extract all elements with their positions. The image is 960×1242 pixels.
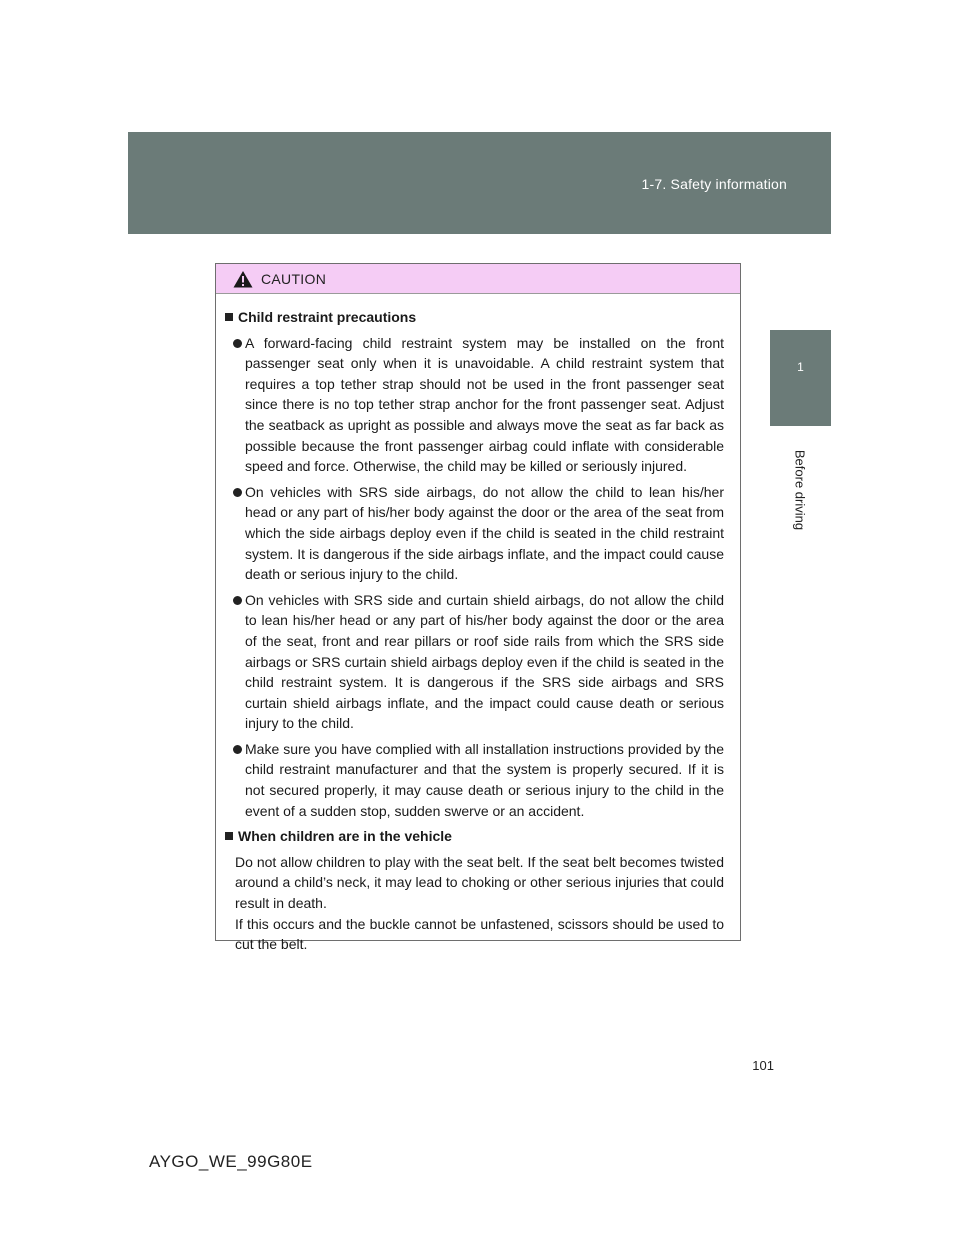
paragraph: Do not allow children to play with the seat belt. If the seat belt becomes twisted around a child’s neck, it may lead to choking or other serious injuries that could result in death. xyxy=(235,853,724,912)
round-bullet-icon xyxy=(233,596,242,605)
list-item xyxy=(245,482,724,585)
section-heading-text: Child restraint precautions xyxy=(238,309,417,325)
list-item-text: On vehicles with SRS side airbags, do not allow the child to lean his/her head or any part of his/her body against the door or the area of the seat from which the side airbags deploy even if the child is seated in the child restraint system. It is dangerous if the side airbags inflate, and the impact could cause death or serious injury to the child. xyxy=(245,483,724,583)
caution-content xyxy=(216,294,740,955)
page-number: 101 xyxy=(752,1058,774,1073)
list-item-text: Make sure you have complied with all installation instructions provided by the child restraint manufacturer and that the system is properly secured. If it is not secured properly, it may cause death or serious injury to the child in the event of a sudden stop, sudden swerve or an accident. xyxy=(245,740,724,819)
caution-box xyxy=(215,263,741,953)
list-item xyxy=(245,333,724,477)
square-bullet-icon xyxy=(225,832,233,840)
section-title: 1-7. Safety information xyxy=(641,176,787,192)
section-heading xyxy=(224,307,740,328)
round-bullet-icon xyxy=(233,339,242,348)
section-heading xyxy=(224,826,740,847)
section-heading-text: When children are in the vehicle xyxy=(238,828,452,845)
list-item xyxy=(245,739,724,821)
caution-header xyxy=(216,264,740,294)
paragraph: If this occurs and the buckle cannot be unfastened, scissors should be used to cut the belt. xyxy=(235,915,724,953)
list-item-text: On vehicles with SRS side and curtain shield airbags, do not allow the child to lean his/her head or any part of his/her body against the door or the area of the seat, front and rear pillars or roof side rails from which the SRS side airbags or SRS curtain shield airbags deploy even if the child is seated in the child restraint system. It is dangerous if the SRS side airbags and SRS curtain shield airbags inflate, and the impact could cause death or serious injury to the child. xyxy=(245,591,724,732)
document-code: AYGO_WE_99G80E xyxy=(149,1152,313,1171)
list-item-text: A forward-facing child restraint system may be installed on the front passenger seat only when it is unavoidable. A child restraint system that requires a top tether strap should not be used in the front passenger seat since there is no top tether strap anchor for the front passenger seat. Adjust the seatback as upright as possible and always move the seat as far back as possible because the front passenger airbag could inflate with considerable speed and force. Otherwise, the child may be killed or seriously injured. xyxy=(245,334,724,475)
chapter-label: Before driving xyxy=(792,449,808,531)
round-bullet-icon xyxy=(233,488,242,497)
warning-triangle-icon xyxy=(233,270,253,288)
chapter-number: 1 xyxy=(797,360,804,374)
square-bullet-icon xyxy=(225,313,233,321)
caution-label: CAUTION xyxy=(261,270,327,287)
round-bullet-icon xyxy=(233,745,242,754)
list-item xyxy=(245,590,724,734)
chapter-tab xyxy=(770,330,831,426)
header-band xyxy=(128,132,831,234)
